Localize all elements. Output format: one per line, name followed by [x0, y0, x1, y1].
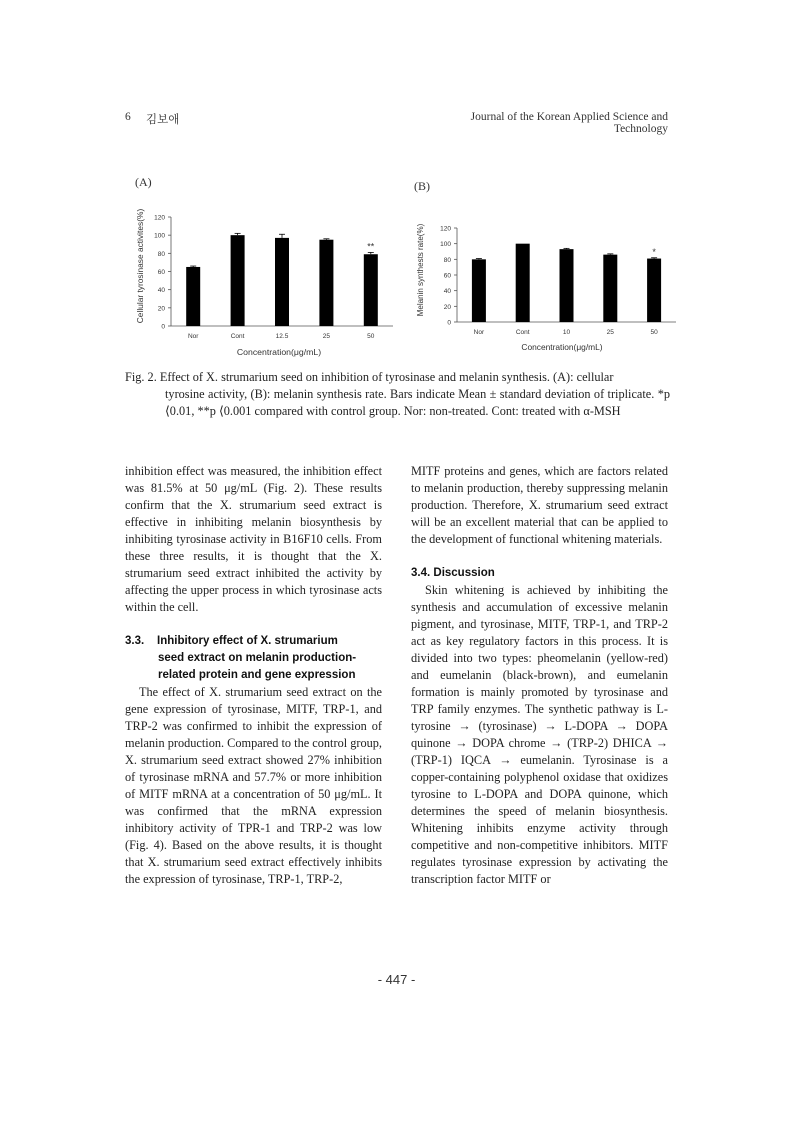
- chartA-significance-label: **: [367, 241, 375, 252]
- section-3-4-heading: [411, 565, 668, 582]
- chart-b-melanin-synthesis-rate: [408, 210, 683, 360]
- chartB-bar: [603, 255, 617, 322]
- section-3-3-heading: [125, 633, 382, 684]
- chartA-ytick-label: 80: [157, 250, 165, 258]
- right-paragraph-2: Skin whitening is achieved by inhibiting the synthesis and accumulation of excessive melanin pigment, and tyrosinase, MITF, TRP-1, and TRP-2 act as key regulatory factors in this process. It is divided into two types: pheomelanin (yellow-red) and eumelanin (black-brown), and eumelanin formation is mainly promoted by tyrosinase and TRP family enzymes. The synthetic pathway is L-tyrosine → (tyrosinase) → L-DOPA → DOPA quinone → DOPA chrome → (TRP-2) DHICA → (TRP-1) IQCA → eumelanin. Tyrosinase is a copper-containing polyphenol oxidase that oxidizes tyrosine to L-DOPA and DOPA quinone, which determines the speed of melanin biosynthesis. Whitening inhibits enzyme activity through competitive and non-competitive inhibitors. MITF regulates tyrosinase expression by activating the transcription factor MITF or: [411, 583, 668, 886]
- chartA-bar: [275, 238, 289, 326]
- chartB-ytick-label: 100: [440, 241, 451, 249]
- chartB-xtick-label: Nor: [473, 329, 485, 336]
- chartB-xtick-label: Cont: [515, 329, 530, 336]
- chartB-ytick-label: 20: [443, 303, 451, 311]
- left-column: [125, 463, 382, 888]
- chartB-xtick-label: 50: [650, 329, 658, 336]
- running-journal-title: Journal of the Korean Applied Science and Technology: [470, 111, 668, 135]
- chart-a-xlabel: Concentration(μg/mL): [236, 347, 322, 357]
- page-number: 6: [125, 111, 131, 123]
- page-footer-number: - 447 -: [377, 972, 416, 987]
- chartB-xtick-label: 25: [606, 329, 614, 336]
- chartA-ytick-label: 100: [154, 232, 165, 240]
- chartB-bar: [472, 259, 486, 322]
- running-author: 김보애: [146, 114, 180, 126]
- section-3-3-title-line-2: seed extract on melanin production-: [158, 652, 357, 664]
- section-3-3-number: 3.3.: [125, 635, 145, 647]
- chartA-xtick-label: Cont: [230, 333, 245, 340]
- chartA-xtick-label: 50: [367, 333, 375, 340]
- figure-caption-rest: tyrosine activity, (B): melanin synthesis rate. Bars indicate Mean ± standard deviation of triplicate. *p ⟨0.01, **p ⟨0.001 compared with control group. Nor: non-treated. Cont: treated with α-MSH: [165, 387, 670, 418]
- chartA-bar: [364, 254, 378, 326]
- section-3-4-title: Discussion: [433, 567, 495, 579]
- right-paragraph-1: MITF proteins and genes, which are factors related to melanin production, thereby suppressing melanin production. Therefore, X. strumarium seed extract will be an excellent material that can be applied to the development of functional whitening materials.: [411, 464, 668, 546]
- chartA-ytick-label: 0: [161, 323, 165, 331]
- panel-b-label: (B): [414, 179, 430, 193]
- chartB-bar: [647, 259, 661, 322]
- figure-caption: [125, 369, 670, 420]
- panel-a-label: (A): [135, 175, 152, 189]
- chartB-ytick-label: 60: [443, 272, 451, 280]
- section-3-4-number: 3.4.: [411, 567, 431, 579]
- chart-a-ylabel: Cellular tyrosinase activites(%): [135, 208, 145, 324]
- chartB-ytick-label: 40: [443, 288, 451, 296]
- chart-a-tyrosinase-activity: [130, 200, 402, 365]
- chartB-xtick-label: 10: [562, 329, 571, 336]
- chartB-bar: [516, 244, 530, 322]
- chartA-ytick-label: 20: [157, 305, 165, 313]
- left-paragraph-2: The effect of X. strumarium seed extract on the gene expression of tyrosinase, MITF, TRP-1, and TRP-2 was confirmed to inhibit the expression of melanin production. Compared to the control group, X. strumarium seed extract showed 27% inhibition of tyrosinase mRNA and 57.7% or more inhibition of MITF mRNA at a concentration of 50 μg/mL. It was confirmed that the mRNA expression inhibitory activity of TPR-1 and TRP-2 was low (Fig. 4). Based on the above results, it is thought that X. strumarium seed extract effectively inhibits the expression of tyrosinase, TRP-1, TRP-2,: [125, 685, 382, 886]
- chartA-ytick-label: 60: [157, 269, 165, 276]
- chartA-xtick-label: 25: [322, 333, 331, 340]
- chartA-ytick-label: 120: [154, 214, 165, 222]
- chartB-ytick-label: 80: [443, 256, 451, 264]
- section-3-3-title-line-1: Inhibitory effect of X. strumarium: [157, 635, 338, 647]
- chart-b-xlabel: Concentration(μg/mL): [521, 342, 603, 352]
- chartB-bar: [560, 249, 574, 322]
- chartA-xtick-label: Nor: [187, 333, 199, 340]
- right-column: [411, 463, 668, 888]
- figure-caption-lead: Fig. 2. Effect of X. strumarium seed on inhibition of tyrosinase and melanin synthesis. (A): cellular: [125, 370, 614, 384]
- chartA-bar: [231, 235, 245, 326]
- chartA-ytick-label: 40: [157, 287, 165, 295]
- chart-b-ylabel: Melanin synthests rate(%): [416, 223, 425, 317]
- chartB-significance-label: *: [652, 246, 656, 257]
- chartB-ytick-label: 120: [440, 225, 451, 233]
- section-3-3-title-line-3: related protein and gene expression: [158, 669, 356, 681]
- chartA-bar: [319, 240, 333, 326]
- chartB-ytick-label: 0: [447, 319, 451, 327]
- chartA-xtick-label: 12.5: [275, 333, 289, 340]
- chartA-bar: [186, 267, 200, 326]
- left-paragraph-1: inhibition effect was measured, the inhibition effect was 81.5% at 50 μg/mL (Fig. 2). These results confirm that the X. strumarium seed extract is effective in inhibiting melanin biosynthesis by inhibiting tyrosinase activity in B16F10 cells. From these three results, it is thought that the X. strumarium seed extract inhibited the activity by affecting the upper process in which tyrosinase acts within the cell.: [125, 464, 382, 614]
